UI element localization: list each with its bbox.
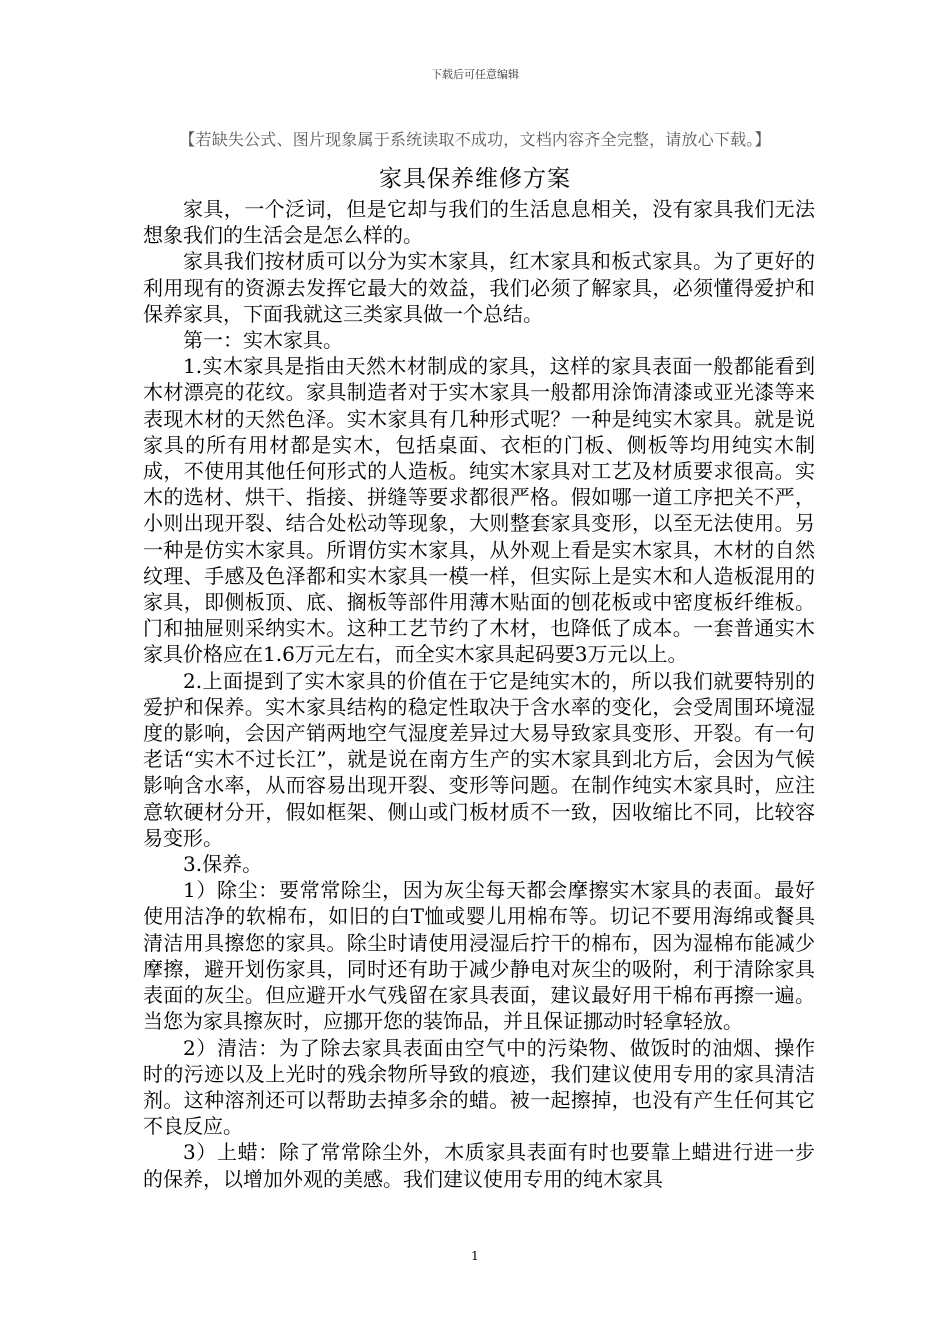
section-heading-solid-wood: 第一：实木家具。: [183, 328, 343, 353]
paragraph-cleaning: 2）清洁：为了除去家具表面由空气中的污染物、做饭时的油烟、操作时的污迹以及上光时的残余物所导致的痕迹，我们建议使用专用的家具清洁剂。这种溶剂还可以帮助去掉多余的蜡。被一起擦掉，也没有产生任何其它不良反应。: [143, 1035, 815, 1139]
paragraph-intro: 家具，一个泛词，但是它却与我们的生活息息相关，没有家具我们无法想象我们的生活会是怎么样的。: [143, 197, 815, 248]
paragraph-solid-wood-care: 2.上面提到了实木家具的价值在于它是纯实木的，所以我们就要特别的爱护和保养。实木家具结构的稳定性取决于含水率的变化，会受周围环境湿度的影响，会因产销两地空气湿度差异过大易导致家具变形、开裂。有一句老话“实木不过长江”，就是说在南方生产的实木家具到北方后，会因为气候影响含水率，从而容易出现开裂、变形等问题。在制作纯实木家具时，应注意软硬材分开，假如框架、侧山或门板材质不一致，因收缩比不同，比较容易变形。: [143, 668, 815, 850]
download-notice: 【若缺失公式、图片现象属于系统读取不成功，文档内容齐全完整，请放心下载。】: [179, 130, 771, 149]
paragraph-dusting: 1）除尘：要常常除尘，因为灰尘每天都会摩擦实木家具的表面。最好使用洁净的软棉布，如旧的白T恤或婴儿用棉布等。切记不要用海绵或餐具清洁用具擦您的家具。除尘时请使用浸湿后拧干的棉布，因为湿棉布能减少摩擦，避开划伤家具，同时还有助于减少静电对灰尘的吸附，利于清除家具表面的灰尘。但应避开水气残留在家具表面，建议最好用干棉布再擦一遍。当您为家具擦灰时，应挪开您的装饰品，并且保证挪动时轻拿轻放。: [143, 878, 815, 1034]
paragraph-maintenance-heading: 3.保养。: [183, 852, 263, 877]
document-title: 家具保养维修方案: [379, 166, 571, 192]
paragraph-solid-wood-definition: 1.实木家具是指由天然木材制成的家具，这样的家具表面一般都能看到木材漂亮的花纹。家具制造者对于实木家具一般都用涂饰清漆或亚光漆等来表现木材的天然色泽。实木家具有几种形式呢？一种是纯实木家具。就是说家具的所有用材都是实木，包括桌面、衣柜的门板、侧板等均用纯实木制成，不使用其他任何形式的人造板。纯实木家具对工艺及材质要求很高。实木的选材、烘干、指接、拼缝等要求都很严格。假如哪一道工序把关不严，小则出现开裂、结合处松动等现象，大则整套家具变形，以至无法使用。另一种是仿实木家具。所谓仿实木家具，从外观上看是实木家具，木材的自然纹理、手感及色泽都和实木家具一模一样，但实际上是实木和人造板混用的家具，即侧板顶、底、搁板等部件用薄木贴面的刨花板或中密度板纤维板。门和抽屉则采纳实木。这种工艺节约了木材，也降低了成本。一套普通实木家具价格应在1.6万元左右，而全实木家具起码要3万元以上。: [143, 354, 815, 667]
document-body: [143, 196, 815, 1192]
page-number: 1: [471, 1249, 479, 1263]
paragraph-waxing: 3）上蜡：除了常常除尘外，木质家具表面有时也要靠上蜡进行进一步的保养，以增加外观的美感。我们建议使用专用的纯木家具: [143, 1140, 815, 1191]
paragraph-classification: 家具我们按材质可以分为实木家具，红木家具和板式家具。为了更好的利用现有的资源去发挥它最大的效益，我们必须了解家具，必须懂得爱护和保养家具，下面我就这三类家具做一个总结。: [143, 249, 815, 326]
header-note: 下载后可任意编辑: [431, 68, 519, 81]
